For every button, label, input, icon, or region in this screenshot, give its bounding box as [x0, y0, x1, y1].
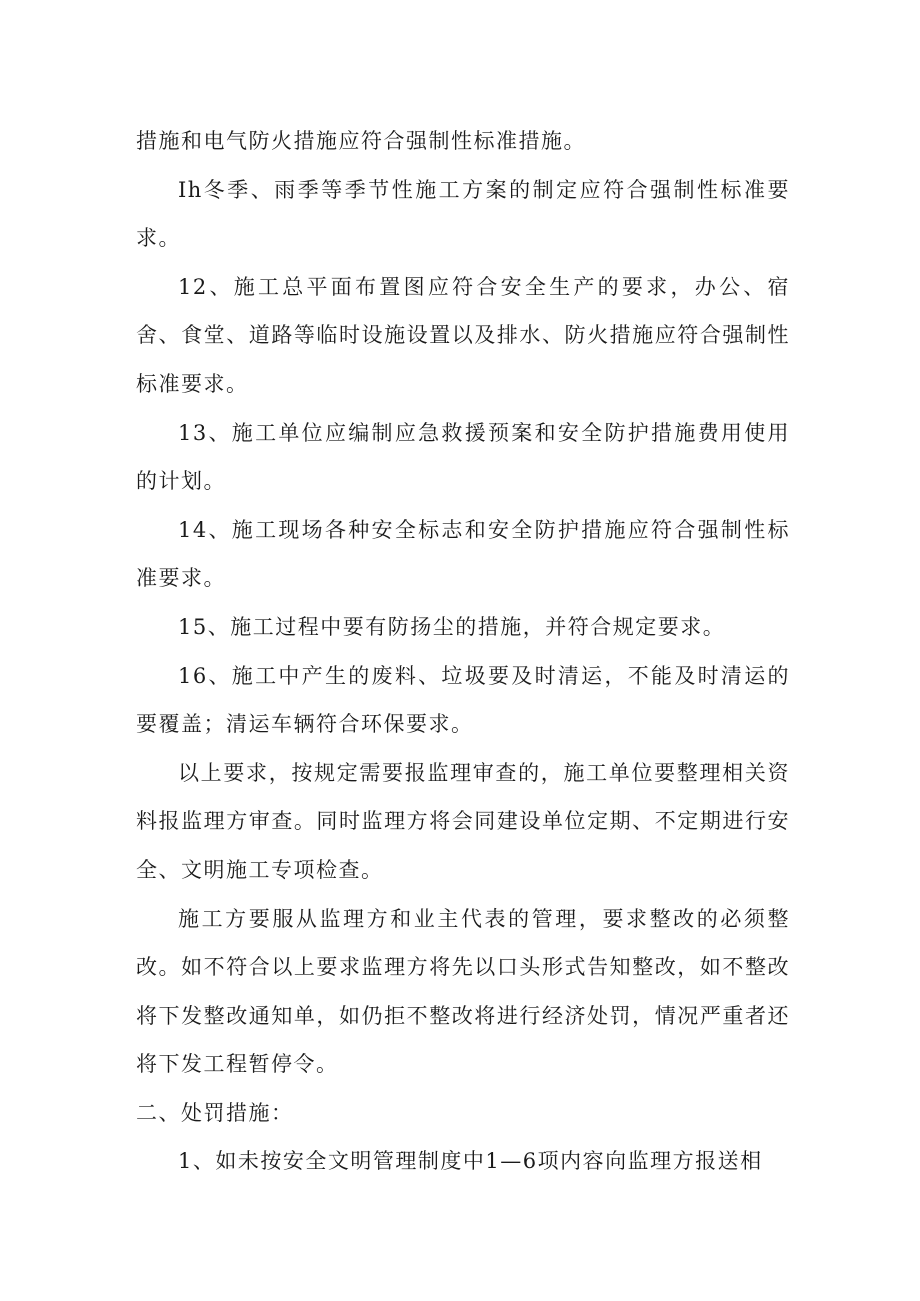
body-text: [136, 117, 790, 1186]
paragraph-summary-compliance: 施工方要服从监理方和业主代表的管理，要求整改的必须整改。如不符合以上要求监理方将先以口头形式告知整改，如不整改将下发整改通知单，如仍拒不整改将进行经济处罚，情况严重者还将下发工程暂停令。: [136, 906, 790, 1077]
paragraph-penalty-1: 1、如未按安全文明管理制度中1—6项内容向监理方报送相: [178, 1149, 763, 1174]
section-heading-penalties: 二、处罚措施：: [136, 1100, 294, 1125]
paragraph-item-16: 16、施工中产生的废料、垃圾要及时清运，不能及时清运的要覆盖；清运车辆符合环保要求。: [136, 663, 790, 737]
paragraph-summary-requirements: 以上要求，按规定需要报监理审查的，施工单位要整理相关资料报监理方审查。同时监理方将会同建设单位定期、不定期进行安全、文明施工专项检查。: [136, 760, 790, 882]
paragraph-item-13: 13、施工单位应编制应急救援预案和安全防护措施费用使用的计划。: [136, 420, 790, 494]
paragraph-continuation: 措施和电气防火措施应符合强制性标准措施。: [136, 129, 586, 153]
paragraph-item-14: 14、施工现场各种安全标志和安全防护措施应符合强制性标准要求。: [136, 517, 790, 591]
paragraph-item-12: 12、施工总平面布置图应符合安全生产的要求，办公、宿舍、食堂、道路等临时设施设置以及排水、防火措施应符合强制性标准要求。: [136, 274, 790, 396]
paragraph-item-11: Ih冬季、雨季等季节性施工方案的制定应符合强制性标准要求。: [136, 177, 790, 251]
paragraph-item-15: 15、施工过程中要有防扬尘的措施，并符合规定要求。: [178, 614, 726, 639]
